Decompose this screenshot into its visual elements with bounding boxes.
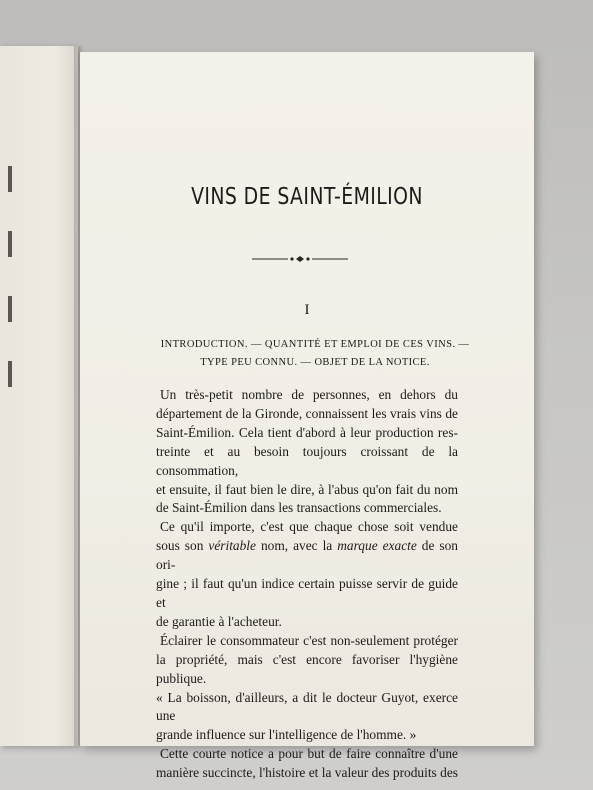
paragraph-4 <box>156 745 458 783</box>
page-title: VINS DE SAINT-ÉMILION <box>191 184 423 210</box>
text-line: Ce qu'il importe, c'est que chaque chose soit vendue <box>160 519 458 535</box>
page-edge-mark <box>8 166 12 192</box>
text-line: Saint-Émilion. Cela tient d'abord à leur production res- <box>156 424 458 440</box>
text-line: Éclairer le consommateur c'est non-seulement protéger <box>160 632 458 648</box>
page-edge-mark <box>8 231 12 257</box>
text-line: Cette courte notice a pour but de faire connaître d'une <box>160 746 458 762</box>
paragraph-2 <box>156 518 458 631</box>
text-line: département de la Gironde, connaissent les vrais vins de <box>156 405 458 421</box>
text-line: la propriété, mais c'est encore favoriser l'hygiène publique. <box>156 651 458 686</box>
text-line: de Saint-Émilion dans les transactions commerciales. <box>156 500 442 516</box>
text-line: treinte et au besoin toujours croissant de la consommation, <box>156 443 458 478</box>
text-line: sous son véritable nom, avec la marque exacte de son ori- <box>156 538 459 573</box>
body-text <box>156 386 458 783</box>
text-line: grande influence sur l'intelligence de l'homme. » <box>156 727 417 743</box>
paragraph-3 <box>156 632 458 745</box>
text-line: de garantie à l'acheteur. <box>156 613 282 629</box>
section-subhead-line-1: INTRODUCTION. — QUANTITÉ ET EMPLOI DE CES VINS. — <box>160 339 470 350</box>
page-edge-mark <box>8 361 12 387</box>
section-subhead-line-2: TYPE PEU CONNU. — OBJET DE LA NOTICE. <box>200 357 430 368</box>
text-line: gine ; il faut qu'un indice certain puisse servir de guide et <box>156 576 458 610</box>
text-line: manière succincte, l'histoire et la valeur des produits des <box>156 765 458 781</box>
text-line: Un très-petit nombre de personnes, en dehors du <box>160 387 458 402</box>
ornament-divider <box>252 255 348 263</box>
page-edge-mark <box>8 296 12 322</box>
text-line: et ensuite, il faut bien le dire, à l'abus qu'on fait du nom <box>156 481 458 497</box>
left-page <box>0 46 78 746</box>
paragraph-1 <box>156 386 458 518</box>
text-line: « La boisson, d'ailleurs, a dit le docteur Guyot, exerce une <box>156 689 458 724</box>
section-number: I <box>304 302 310 318</box>
document-page <box>80 52 534 781</box>
